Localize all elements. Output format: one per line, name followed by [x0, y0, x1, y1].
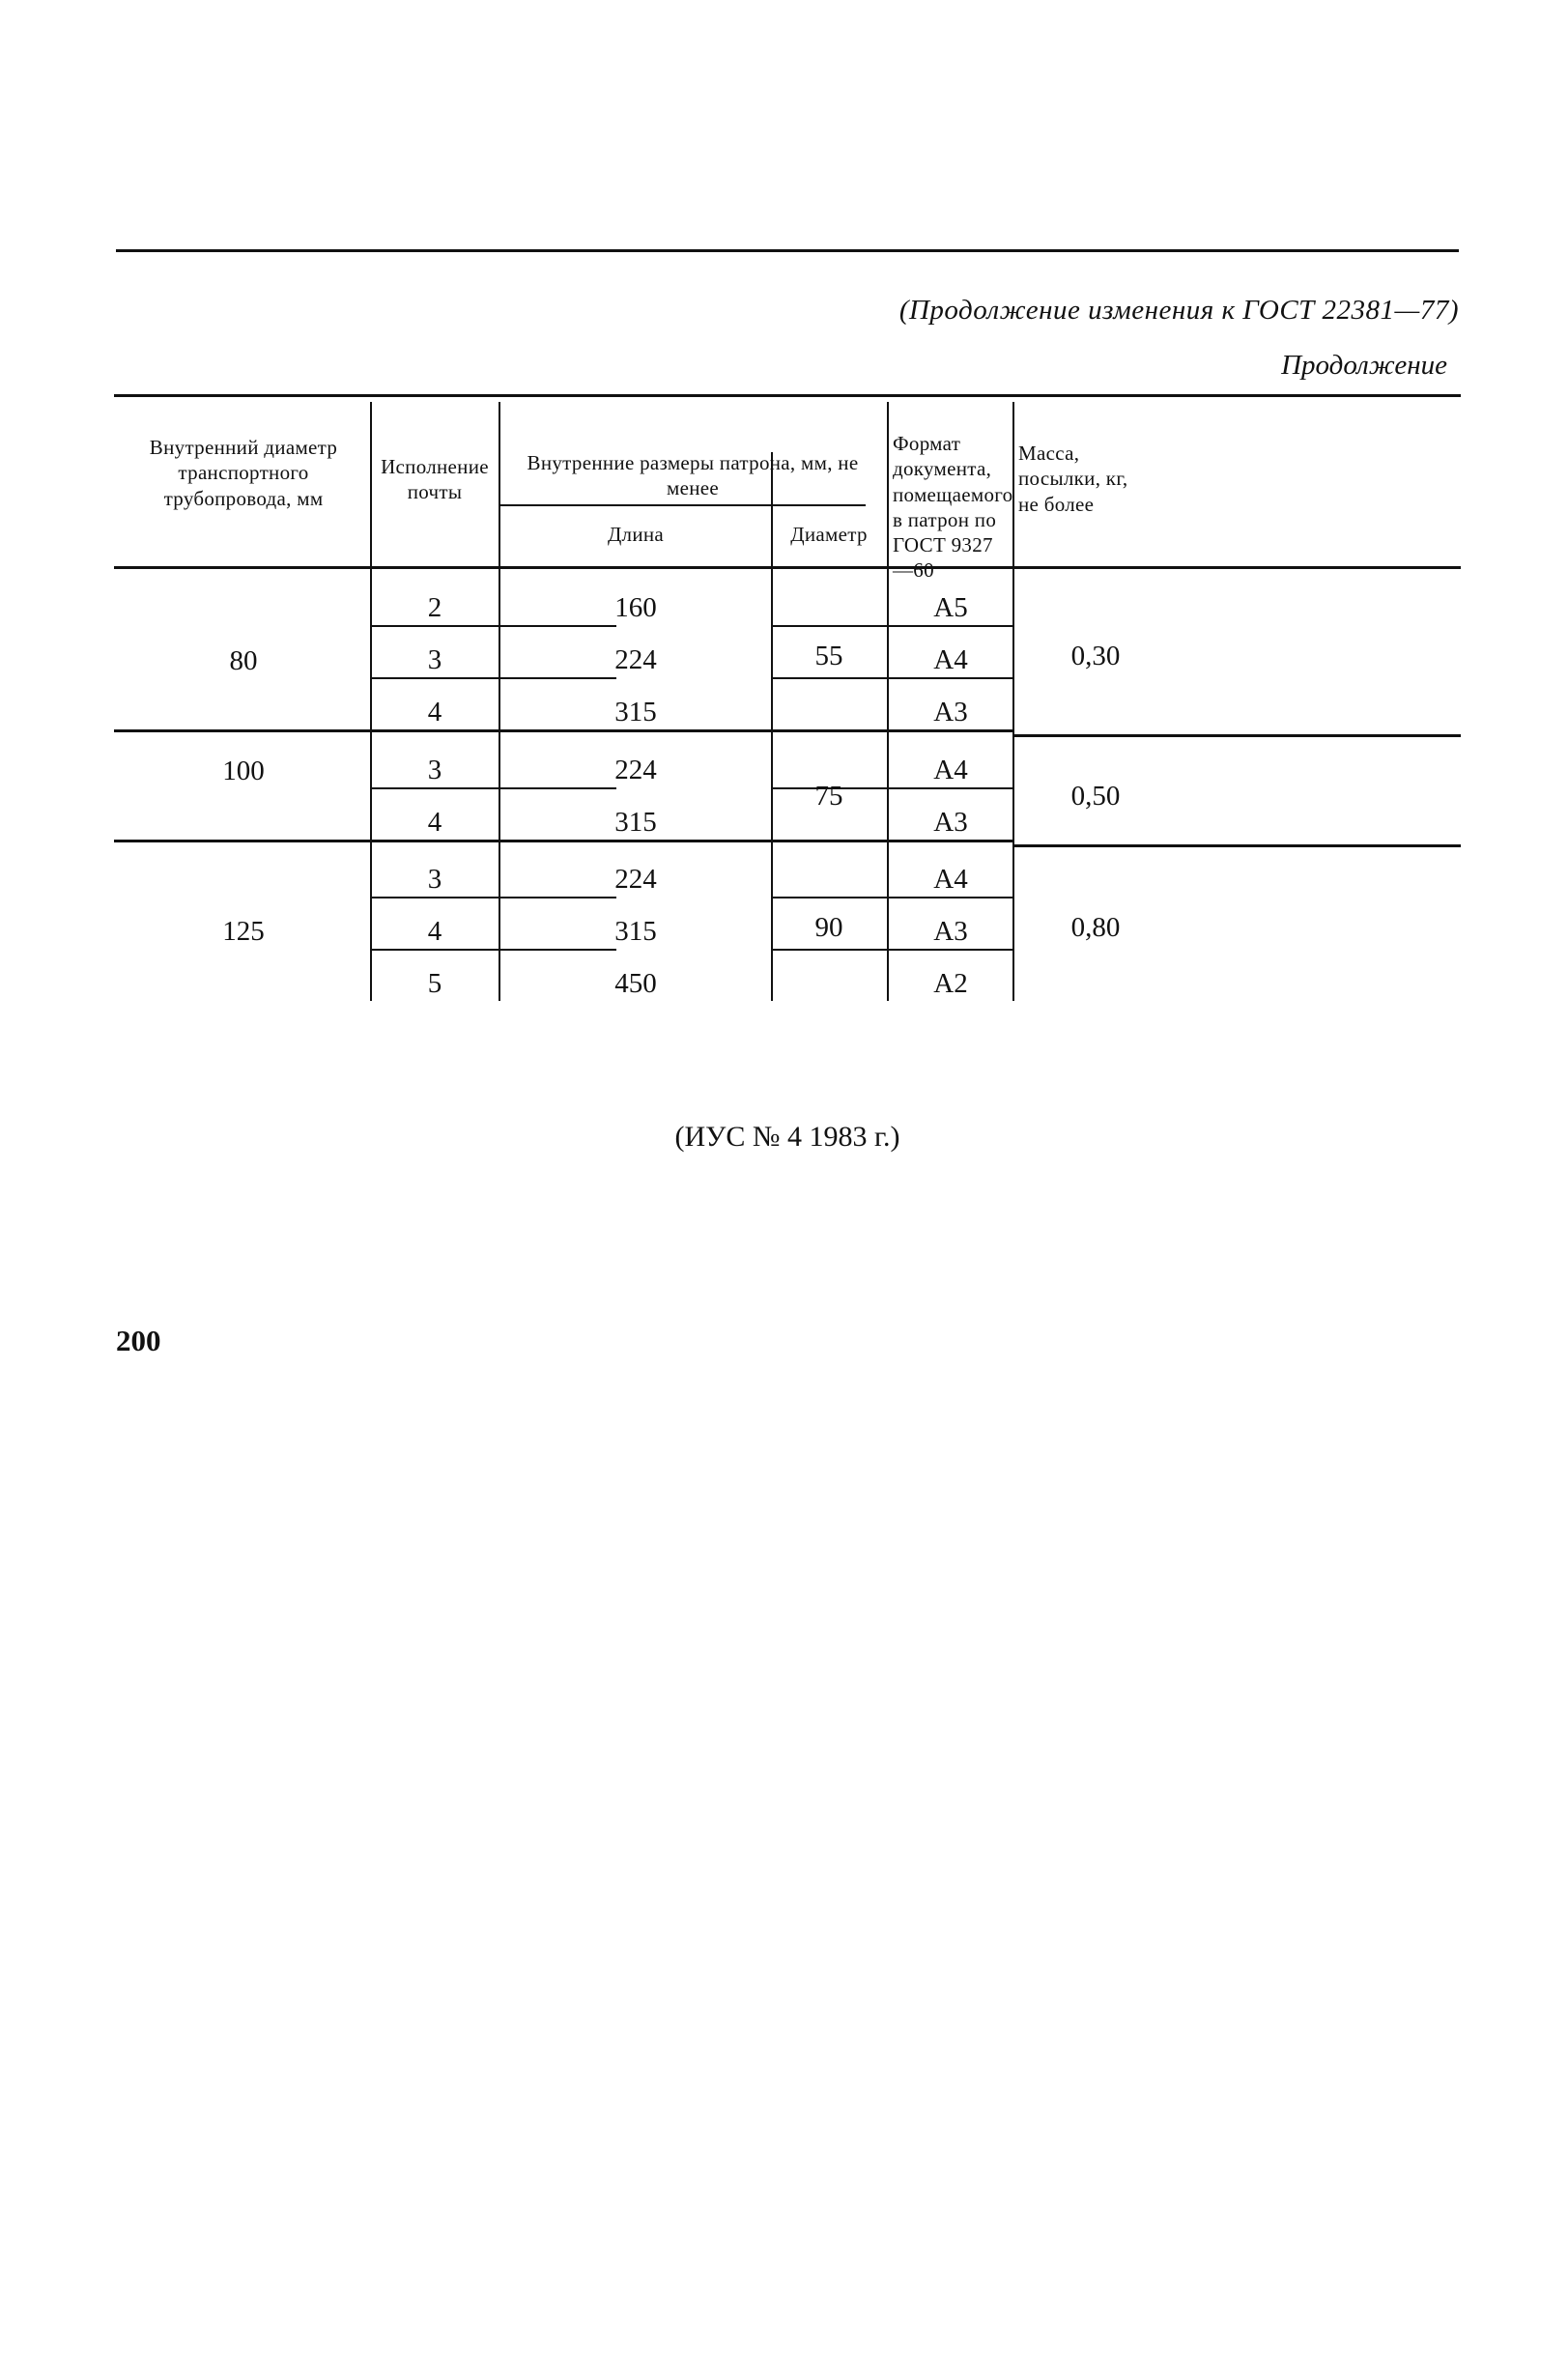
cell-mass: 0,50: [1070, 781, 1121, 812]
cell-execution: 3: [427, 644, 442, 675]
cell-length: 224: [614, 864, 657, 895]
header-diameter: Диаметр: [790, 523, 868, 546]
cell-execution: 4: [427, 916, 442, 947]
cell-format: А4: [933, 864, 968, 895]
row-rule: [771, 897, 1012, 898]
cell-format: А4: [933, 755, 968, 785]
cell-length: 315: [614, 807, 657, 838]
cell-mass: 0,80: [1070, 912, 1121, 943]
cell-length: 315: [614, 697, 657, 727]
column-divider: [370, 402, 372, 1001]
column-divider: [1012, 402, 1014, 1001]
cell-execution: 3: [427, 755, 442, 785]
header-execution: Исполнение почты: [381, 455, 489, 504]
row-rule: [771, 625, 1012, 627]
cell-format: А3: [933, 807, 968, 838]
cell-format: А5: [933, 592, 968, 623]
continuation-note: (Продолжение изменения к ГОСТ 22381—77): [898, 295, 1459, 326]
cell-length: 450: [614, 968, 657, 999]
cell-format: А3: [933, 916, 968, 947]
row-rule: [771, 949, 1012, 951]
cell-execution: 2: [427, 592, 442, 623]
cell-pipe-diameter: 100: [222, 756, 265, 786]
header-pipe-diameter: Внутренний диаметр транспортного трубопровода, мм: [149, 436, 338, 510]
continuation-label: Продолжение: [1281, 350, 1447, 381]
specification-table: [114, 394, 1461, 1109]
group-separator: [114, 840, 1012, 842]
cell-mass: 0,30: [1070, 641, 1121, 671]
cell-format: А2: [933, 968, 968, 999]
cell-inner-diameter: 55: [814, 641, 843, 671]
group-separator: [1012, 734, 1461, 737]
cell-length: 160: [614, 592, 657, 623]
header-inner-sizes: Внутренние размеры патрона, мм, не менее: [527, 451, 859, 500]
cell-execution: 4: [427, 807, 442, 838]
column-divider: [771, 452, 773, 1001]
header-bottom-border: [114, 566, 1461, 569]
cell-inner-diameter: 75: [814, 781, 843, 812]
header-document-format: Формат документа, помещаемого в патрон по ГОСТ 9327—60: [893, 432, 1013, 583]
cell-length: 224: [614, 644, 657, 675]
top-rule: [116, 249, 1459, 252]
cell-inner-diameter: 90: [814, 912, 843, 943]
cell-length: 315: [614, 916, 657, 947]
row-rule: [370, 625, 616, 627]
cell-execution: 5: [427, 968, 442, 999]
row-rule: [771, 677, 1012, 679]
page-number: 200: [116, 1324, 161, 1357]
table-top-border: [114, 394, 1461, 397]
cell-length: 224: [614, 755, 657, 785]
group-separator: [114, 729, 1012, 732]
cell-pipe-diameter: 80: [229, 645, 258, 676]
row-rule: [370, 787, 616, 789]
cell-pipe-diameter: 125: [222, 916, 265, 947]
header-mass: Масса, посылки, кг, не более: [1018, 442, 1128, 516]
cell-format: А3: [933, 697, 968, 727]
footer-note: (ИУС № 4 1983 г.): [674, 1121, 900, 1153]
row-rule: [370, 677, 616, 679]
cell-execution: 4: [427, 697, 442, 727]
header-length: Длина: [607, 523, 665, 546]
row-rule: [370, 897, 616, 898]
column-divider: [499, 402, 500, 1001]
column-divider: [887, 402, 889, 1001]
subheader-rule: [499, 504, 866, 506]
row-rule: [370, 949, 616, 951]
cell-execution: 3: [427, 864, 442, 895]
cell-format: А4: [933, 644, 968, 675]
group-separator: [1012, 844, 1461, 847]
